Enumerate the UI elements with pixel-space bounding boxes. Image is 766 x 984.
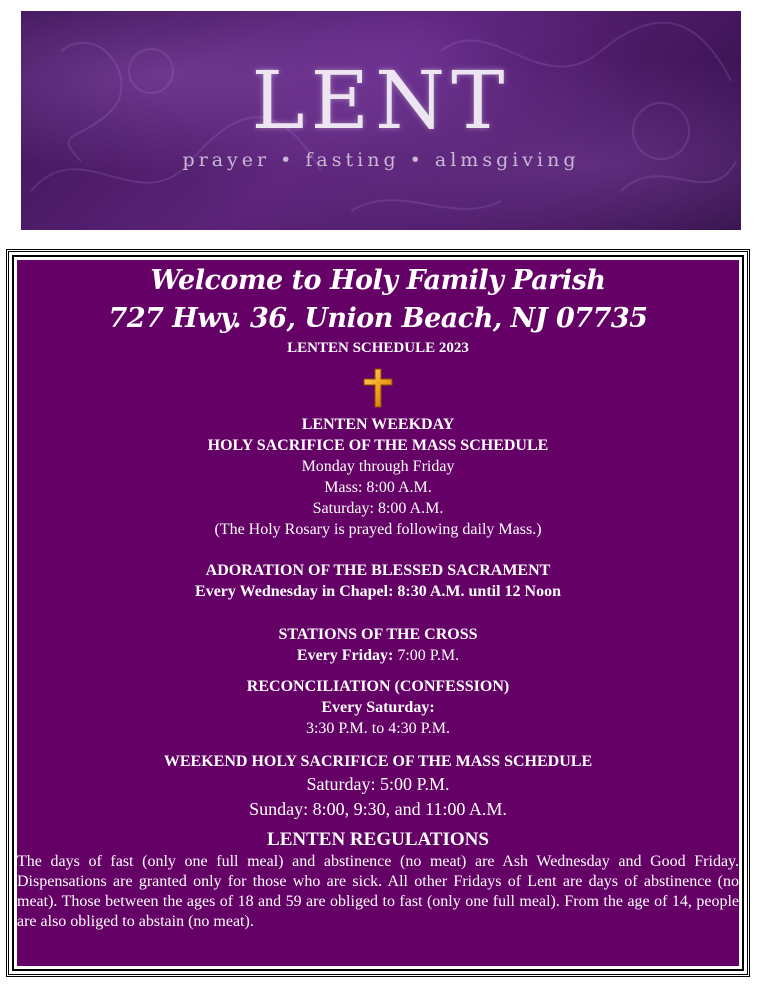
stations-time: 7:00 P.M. xyxy=(393,647,460,664)
rosary-note: (The Holy Rosary is prayed following daily Mass.) xyxy=(214,521,542,538)
weekday-mass-time: Mass: 8:00 A.M. xyxy=(324,479,432,496)
banner-title: LENT xyxy=(251,54,511,147)
schedule-inner-border xyxy=(12,255,744,971)
cross-icon xyxy=(363,368,393,408)
reconciliation-heading: RECONCILIATION (CONFESSION) xyxy=(246,678,510,695)
weekday-days: Monday through Friday xyxy=(301,458,455,475)
regulations-heading: LENTEN REGULATIONS xyxy=(267,829,489,850)
lent-banner xyxy=(21,11,741,230)
stations-day: Every Friday: xyxy=(296,647,394,664)
adoration-detail: Every Wednesday in Chapel: 8:30 A.M. until 12 Noon xyxy=(195,583,561,600)
weekend-saturday: Saturday: 5:00 P.M. xyxy=(306,774,450,794)
stations-detail xyxy=(17,645,739,666)
adoration-heading: ADORATION OF THE BLESSED SACRAMENT xyxy=(205,562,551,579)
weekend-sunday: Sunday: 8:00, 9:30, and 11:00 A.M. xyxy=(249,799,507,819)
reconciliation-time: 3:30 P.M. to 4:30 P.M. xyxy=(305,720,451,737)
parish-address: 727 Hwy. 36, Union Beach, NJ 07735 xyxy=(108,303,648,334)
weekday-heading: LENTEN WEEKDAY xyxy=(301,416,455,433)
schedule-panel xyxy=(17,260,739,966)
reconciliation-day: Every Saturday: xyxy=(321,699,435,716)
banner-subtitle: prayer • fasting • almsgiving xyxy=(182,149,580,171)
weekend-heading: WEEKEND HOLY SACRIFICE OF THE MASS SCHEDULE xyxy=(163,753,593,770)
regulations-text: The days of fast (only one full meal) and abstinence (no meat) are Ash Wednesday and Good Friday. Dispensations are granted only for those who are sick. All other Fridays of Lent are days of abstinence (no meat). Those between the ages of 18 and 59 are obliged to fast (only one full meal). From the age of 14, people are also obliged to abstain (no meat). xyxy=(17,853,739,930)
mass-schedule-heading: HOLY SACRIFICE OF THE MASS SCHEDULE xyxy=(207,437,549,454)
schedule-frame xyxy=(6,249,750,977)
stations-heading: STATIONS OF THE CROSS xyxy=(278,626,478,643)
parish-name: Welcome to Holy Family Parish xyxy=(150,265,606,296)
weekday-saturday-time: Saturday: 8:00 A.M. xyxy=(312,500,444,517)
welcome-heading xyxy=(17,260,739,338)
schedule-title: LENTEN SCHEDULE 2023 xyxy=(287,340,469,356)
